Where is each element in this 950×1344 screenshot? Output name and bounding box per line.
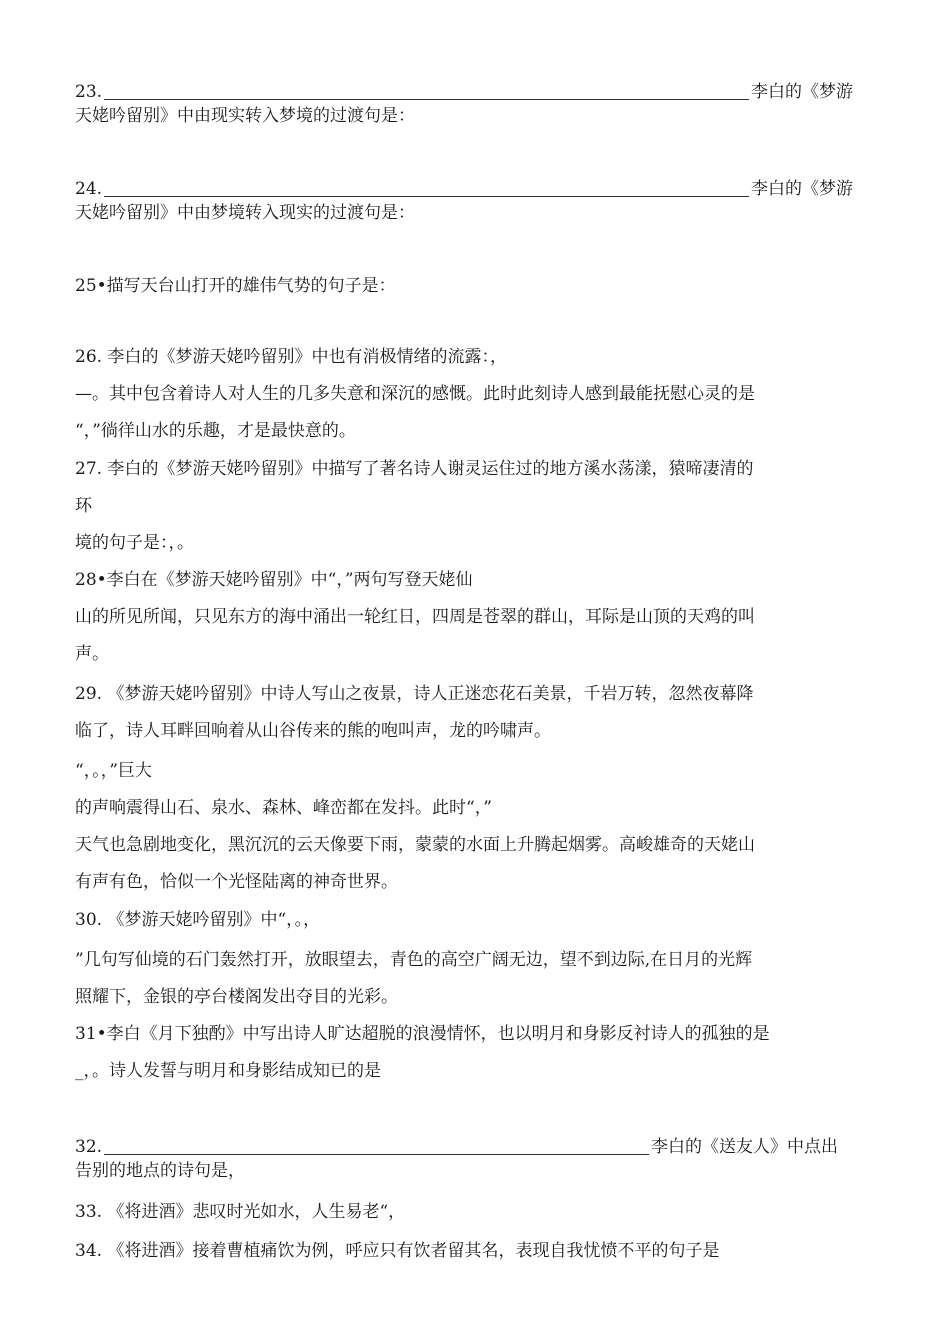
question-23-suffix: 李白的《梦游 xyxy=(751,82,854,102)
question-32-line1 xyxy=(75,1135,875,1159)
question-30-line2: ”几句写仙境的石门轰然打开，放眼望去，青色的高空广阔无边，望不到边际,在日月的光辉 xyxy=(75,950,753,970)
question-28-line2: 山的所见所闻，只见东方的海中涌出一轮红日，四周是苍翠的群山，耳际是山顶的天鸡的叫 xyxy=(75,607,755,627)
question-29-line5: 天气也急剧地变化，黑沉沉的云天像要下雨，蒙蒙的水面上升腾起烟雾。高峻雄奇的天姥山 xyxy=(75,835,755,855)
question-24-line1 xyxy=(75,177,875,201)
question-30-line3: 照耀下，金银的亭台楼阁发出夺目的光彩。 xyxy=(75,987,398,1007)
question-30-line1: 30. 《梦游天姥吟留别》中“，。， xyxy=(75,910,321,930)
question-25: 25•描写天台山打开的雄伟气势的句子是： xyxy=(75,276,396,296)
question-24-line2: 天姥吟留别》中由梦境转入现实的过渡句是： xyxy=(75,203,415,223)
question-26-line3: “，”徜徉山水的乐趣，才是最快意的。 xyxy=(75,421,356,441)
question-28-line1: 28•李白在《梦游天姥吟留别》中“，”两句写登天姥仙 xyxy=(75,570,473,590)
answer-blank-23[interactable] xyxy=(104,81,749,100)
answer-blank-32[interactable] xyxy=(104,1136,649,1155)
question-23-line2: 天姥吟留别》中由现实转入梦境的过渡句是： xyxy=(75,106,415,126)
question-26-line2: —。其中包含着诗人对人生的几多失意和深沉的感慨。此时此刻诗人感到最能抚慰心灵的是 xyxy=(75,384,755,404)
question-26-line1: 26. 李白的《梦游天姥吟留别》中也有消极情绪的流露：， xyxy=(75,347,507,367)
question-27-line2: 环 xyxy=(75,496,92,516)
question-33: 33. 《将进酒》悲叹时光如水，人生易老“， xyxy=(75,1202,406,1222)
question-27-line1: 27. 李白的《梦游天姥吟留别》中描写了著名诗人谢灵运住过的地方溪水荡漾，猿啼凄清的 xyxy=(75,459,754,479)
question-31-line2: _，。诗人发誓与明月和身影结成知已的是 xyxy=(75,1061,381,1081)
question-28-line3: 声。 xyxy=(75,644,109,664)
question-29-line2: 临了，诗人耳畔回响着从山谷传来的熊的咆叫声，龙的吟啸声。 xyxy=(75,721,551,741)
question-34: 34. 《将进酒》接着曹植痛饮为例，呼应只有饮者留其名，表现自我忧愤不平的句子是 xyxy=(75,1241,720,1261)
question-23-line1 xyxy=(75,80,875,104)
question-32-line2: 告别的地点的诗句是， xyxy=(75,1161,245,1181)
question-31-line1: 31•李白《月下独酌》中写出诗人旷达超脱的浪漫情怀，也以明月和身影反衬诗人的孤独的是 xyxy=(75,1024,770,1044)
question-23-number: 23. xyxy=(75,82,103,102)
question-29-line1: 29. 《梦游天姥吟留别》中诗人写山之夜景，诗人正迷恋花石美景，千岩万转，忽然夜幕降 xyxy=(75,684,754,704)
question-29-line4: 的声响震得山石、泉水、森林、峰峦都在发抖。此时“，” xyxy=(75,798,492,818)
question-27-line3: 境的句子是：，。 xyxy=(75,533,194,553)
question-29-line3: “，。，”巨大 xyxy=(75,761,152,781)
question-32-suffix: 李白的《送友人》中点出 xyxy=(651,1137,839,1157)
answer-blank-24[interactable] xyxy=(104,178,749,197)
question-32-number: 32. xyxy=(75,1137,103,1157)
question-24-suffix: 李白的《梦游 xyxy=(751,179,854,199)
question-29-line6: 有声有色，恰似一个光怪陆离的神奇世界。 xyxy=(75,872,398,892)
question-24-number: 24. xyxy=(75,179,103,199)
